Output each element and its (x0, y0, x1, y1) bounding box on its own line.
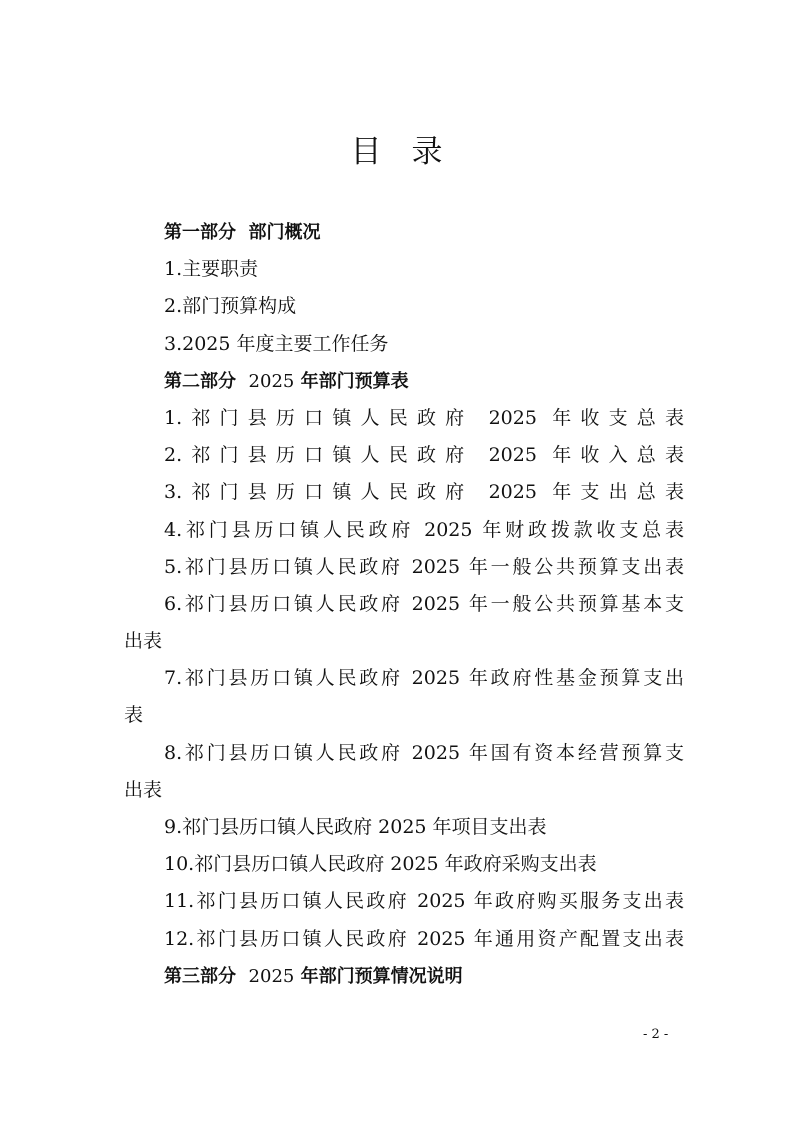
part2-year: 2025 (248, 370, 295, 392)
toc-part2-heading[interactable] (124, 363, 684, 400)
toc-item[interactable]: 3.祁门县历口镇人民政府 2025 年支出总表 (164, 481, 684, 504)
toc-part1-heading[interactable] (124, 214, 684, 251)
toc-item-6-line2[interactable]: 出表 (124, 630, 163, 653)
toc-item[interactable]: 2.祁门县历口镇人民政府 2025 年收入总表 (164, 444, 684, 467)
part3-name: 年部门预算情况说明 (300, 965, 463, 987)
toc-item[interactable]: 11.祁门县历口镇人民政府 2025 年政府购买服务支出表 (164, 890, 684, 913)
toc-item-7-line1[interactable]: 7.祁门县历口镇人民政府 2025 年政府性基金预算支出 (164, 667, 684, 690)
part2-label: 第二部分 (164, 370, 236, 392)
toc-item-6-line1[interactable]: 6.祁门县历口镇人民政府 2025 年一般公共预算基本支 (164, 592, 684, 615)
toc-item-8-line2[interactable]: 出表 (124, 778, 163, 801)
toc-item[interactable]: 12.祁门县历口镇人民政府 2025 年通用资产配置支出表 (164, 927, 684, 950)
toc-item[interactable]: 4.祁门县历口镇人民政府 2025 年财政拨款收支总表 (164, 518, 684, 541)
toc-item[interactable]: 3.2025 年度主要工作任务 (164, 332, 389, 355)
toc-item[interactable]: 5.祁门县历口镇人民政府 2025 年一般公共预算支出表 (164, 555, 684, 578)
toc-item[interactable]: 10.祁门县历口镇人民政府 2025 年政府采购支出表 (164, 853, 597, 876)
part2-name: 年部门预算表 (300, 370, 409, 392)
toc-item[interactable]: 2.部门预算构成 (164, 295, 297, 318)
part3-label: 第三部分 (164, 965, 236, 987)
page-number: - 2 - (643, 1027, 669, 1042)
toc-item[interactable]: 9.祁门县历口镇人民政府 2025 年项目支出表 (164, 816, 547, 838)
part1-name: 部门概况 (248, 222, 321, 243)
title-char-2: 录 (411, 134, 443, 170)
toc-item[interactable]: 1.祁门县历口镇人民政府 2025 年收支总表 (164, 406, 684, 429)
toc-item[interactable]: 1.主要职责 (164, 258, 259, 281)
toc-item-8-line1[interactable]: 8.祁门县历口镇人民政府 2025 年国有资本经营预算支 (164, 741, 684, 764)
part3-year: 2025 (248, 965, 295, 987)
toc-part3-heading[interactable] (124, 958, 684, 995)
table-of-contents (124, 214, 684, 995)
page-title (0, 132, 793, 172)
part1-label: 第一部分 (164, 222, 236, 243)
toc-item-7-line2[interactable]: 表 (124, 704, 144, 727)
title-char-1: 目 (350, 134, 382, 170)
